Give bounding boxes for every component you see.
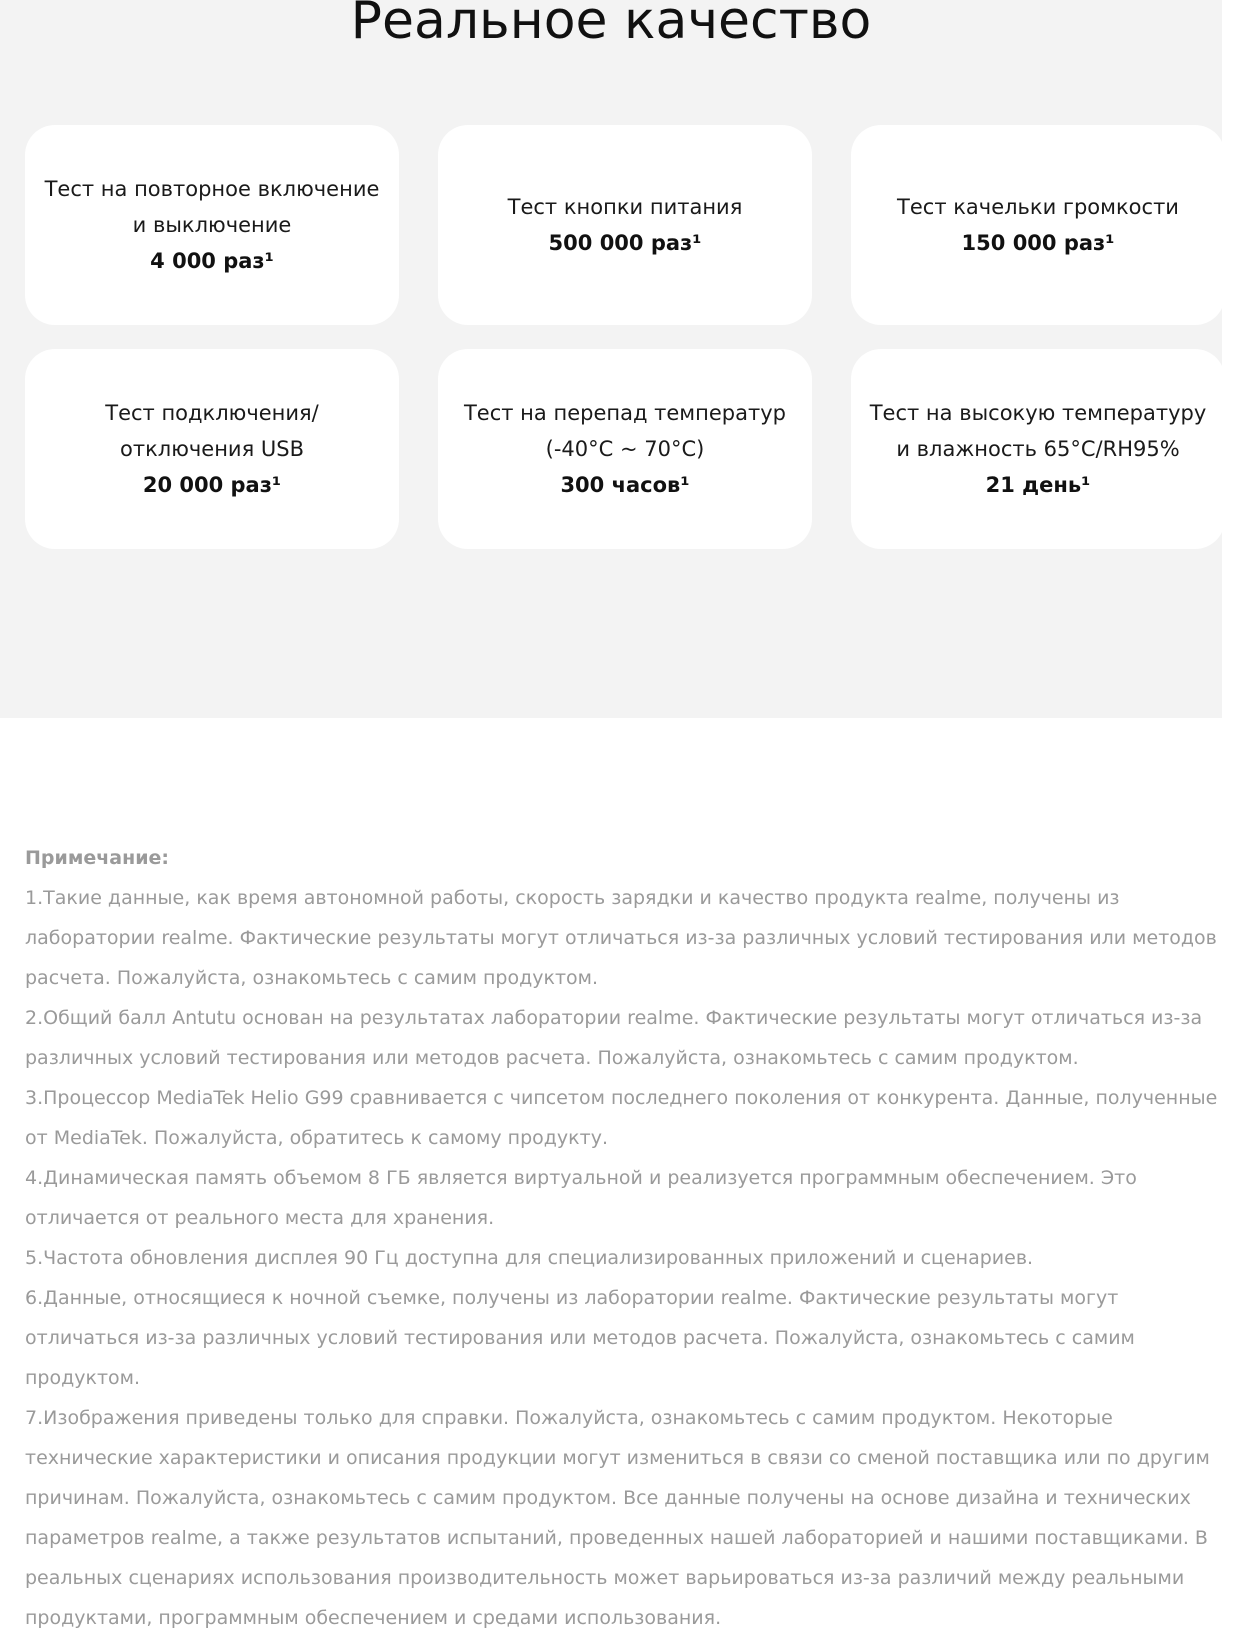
card-label: Тест на повторное включение и выключение	[44, 177, 380, 237]
card-value: 20 000 раз¹	[142, 473, 282, 497]
card-value: 500 000 раз¹	[548, 231, 702, 255]
card-label: Тест на перепад температур (-40°C ~ 70°C)	[463, 401, 786, 461]
test-card-power-cycle	[25, 125, 399, 325]
card-label: Тест на высокую температуру и влажность 65°C/RH95%	[869, 401, 1207, 461]
note-item: 2.Общий балл Antutu основан на результатах лаборатории realme. Фактические результаты могут отличаться из-за различных условий тестирования или методов расчета. Пожалуйста, ознакомьтесь с самим продуктом.	[25, 1007, 1203, 1069]
test-card-usb	[25, 349, 399, 549]
footnotes	[25, 838, 1225, 1638]
test-card-volume-rocker	[851, 125, 1225, 325]
card-label: Тест подключения/ отключения USB	[105, 401, 319, 461]
note-item: 5.Частота обновления дисплея 90 Гц доступна для специализированных приложений и сценариев.	[25, 1247, 1034, 1269]
note-item: 6.Данные, относящиеся к ночной съемке, получены из лаборатории realme. Фактические результаты могут отличаться из-за различных условий тестирования или методов расчета. Пожалуйста, ознакомьтесь с самим продуктом.	[25, 1287, 1135, 1389]
card-value: 4 000 раз¹	[150, 249, 274, 273]
test-card-humidity	[851, 349, 1225, 549]
card-value: 300 часов¹	[560, 473, 690, 497]
test-card-grid	[25, 125, 1207, 549]
page-title: Реальное качество	[350, 0, 872, 51]
note-item: 3.Процессор MediaTek Helio G99 сравнивается с чипсетом последнего поколения от конкурента. Данные, полученные от MediaTek. Пожалуйста, обратитесь к самому продукту.	[25, 1087, 1218, 1149]
card-label: Тест качельки громкости	[897, 195, 1179, 219]
test-card-temperature-swing	[438, 349, 812, 549]
card-value: 21 день¹	[985, 473, 1091, 497]
notes-title: Примечание:	[25, 847, 170, 869]
card-value: 150 000 раз¹	[961, 231, 1115, 255]
test-card-power-button	[438, 125, 812, 325]
note-item: 4.Динамическая память объемом 8 ГБ является виртуальной и реализуется программным обеспечением. Это отличается от реального места для хранения.	[25, 1167, 1137, 1229]
card-label: Тест кнопки питания	[507, 195, 743, 219]
quality-section	[0, 0, 1222, 718]
note-item: 1.Такие данные, как время автономной работы, скорость зарядки и качество продукта realme, получены из лаборатории realme. Фактические результаты могут отличаться из-за различных условий тестирования или методов расчета. Пожалуйста, ознакомьтесь с самим продуктом.	[25, 887, 1217, 989]
note-item: 7.Изображения приведены только для справки. Пожалуйста, ознакомьтесь с самим продуктом. Некоторые технические характеристики и описания продукции могут измениться в связи со сменой поставщика или по другим причинам. Пожалуйста, ознакомьтесь с самим продуктом. Все данные получены на основе дизайна и технических параметров realme, а также результатов испытаний, проведенных нашей лабораторией и нашими поставщиками. В реальных сценариях использования производительность может варьироваться из-за различий между реальными продуктами, программным обеспечением и средами использования.	[25, 1407, 1210, 1629]
